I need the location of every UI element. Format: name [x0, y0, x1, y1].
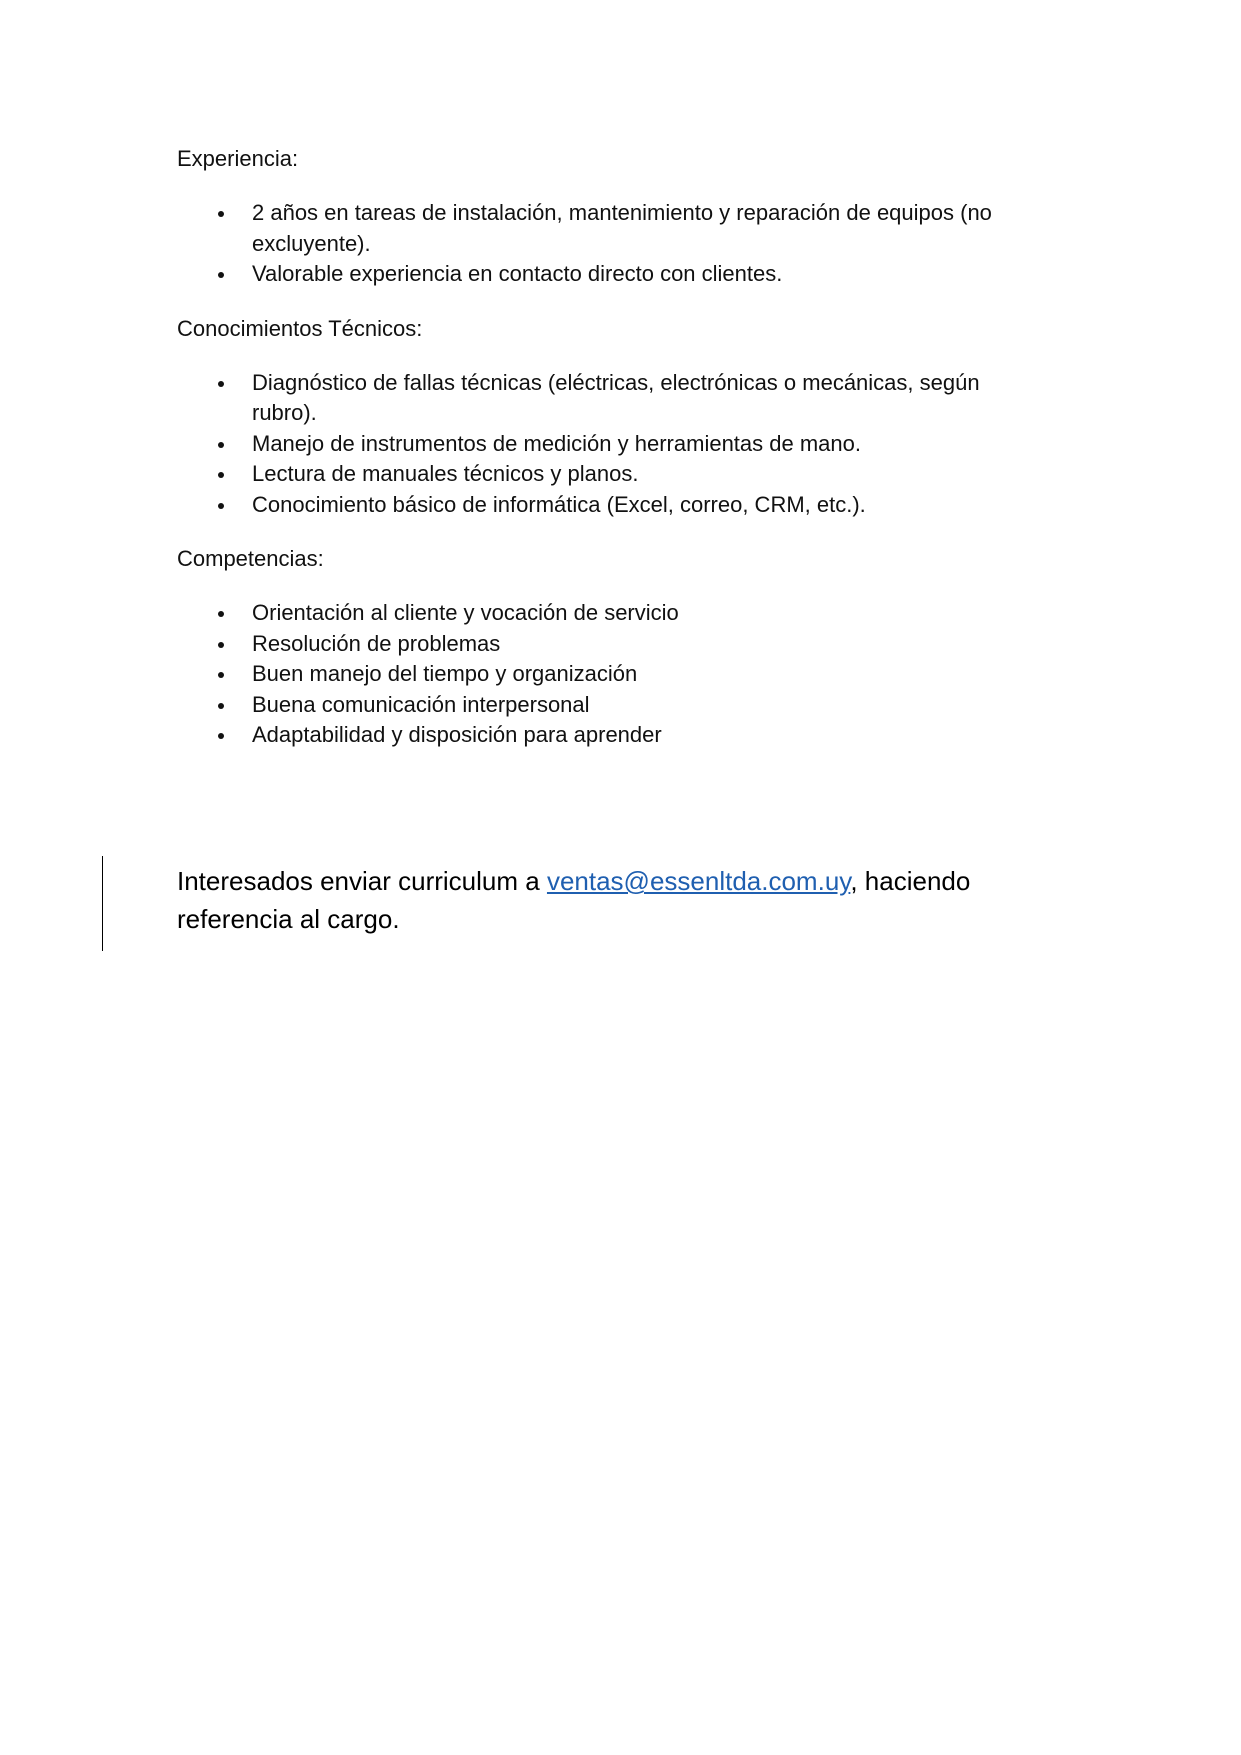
revision-change-bar — [102, 856, 103, 951]
bullet-list — [177, 598, 1037, 751]
bullet-icon — [218, 703, 224, 709]
bullet-icon — [218, 733, 224, 739]
list-item — [177, 690, 1037, 721]
closing-suffix: , haciendo referencia al cargo. — [177, 866, 971, 934]
section-heading: Competencias: — [177, 546, 324, 571]
list-item-text: Diagnóstico de fallas técnicas (eléctricas, electrónicas o mecánicas, según rubro). — [252, 369, 980, 425]
list-item — [177, 198, 1037, 259]
list-item-text: Buena comunicación interpersonal — [252, 691, 590, 717]
list-item — [177, 598, 1037, 629]
bullet-icon — [218, 503, 224, 509]
list-item-text: Conocimiento básico de informática (Excel, correo, CRM, etc.). — [252, 491, 866, 517]
list-item — [177, 490, 1037, 521]
list-item-text: 2 años en tareas de instalación, mantenimiento y reparación de equipos (no excluyente). — [252, 200, 992, 256]
list-item — [177, 659, 1037, 690]
list-item-text: Lectura de manuales técnicos y planos. — [252, 461, 639, 486]
section-heading: Conocimientos Técnicos: — [177, 315, 423, 341]
list-item-text: Buen manejo del tiempo y organización — [252, 661, 638, 686]
section-experiencia — [177, 144, 1037, 290]
list-item — [177, 459, 1037, 490]
list-item-text: Adaptabilidad y disposición para aprender — [252, 722, 662, 747]
bullet-icon — [218, 472, 224, 478]
bullet-list — [177, 198, 1037, 290]
list-item — [177, 368, 1037, 429]
email-link[interactable]: ventas@essenltda.com.uy — [546, 866, 851, 896]
bullet-icon — [218, 381, 224, 387]
section-heading: Experiencia: — [177, 146, 299, 171]
list-item — [177, 429, 1037, 460]
list-item-text: Orientación al cliente y vocación de servicio — [252, 600, 679, 625]
bullet-icon — [218, 672, 224, 678]
requirements-content — [177, 144, 1037, 775]
list-item — [177, 720, 1037, 751]
bullet-icon — [218, 611, 224, 617]
list-item — [177, 259, 1037, 290]
closing-paragraph — [177, 862, 1037, 938]
list-item-text: Manejo de instrumentos de medición y herramientas de mano. — [252, 430, 861, 456]
closing-prefix: Interesados enviar curriculum a — [177, 866, 547, 896]
bullet-icon — [218, 211, 224, 217]
list-item-text: Valorable experiencia en contacto directo con clientes. — [252, 261, 783, 286]
section-conocimientos-tecnicos — [177, 314, 1037, 521]
list-item-text: Resolución de problemas — [252, 630, 501, 656]
bullet-icon — [218, 442, 224, 448]
bullet-icon — [218, 642, 224, 648]
list-item — [177, 629, 1037, 660]
section-competencias — [177, 544, 1037, 751]
bullet-list — [177, 368, 1037, 521]
bullet-icon — [218, 272, 224, 278]
